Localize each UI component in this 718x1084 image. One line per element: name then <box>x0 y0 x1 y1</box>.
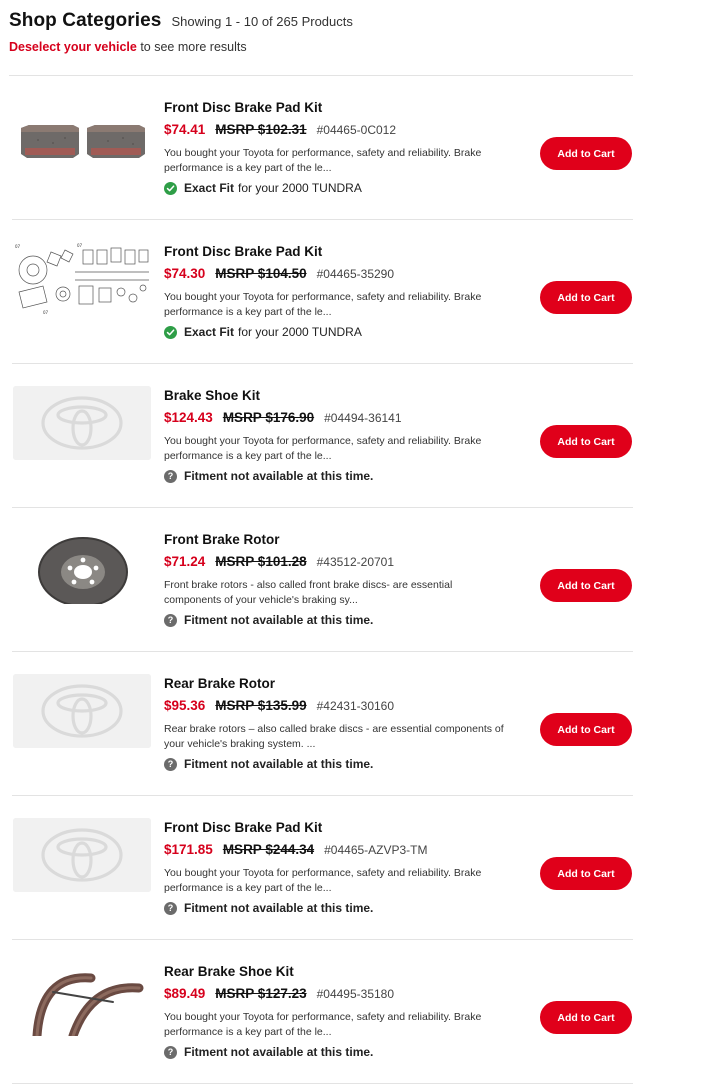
product-item <box>0 364 718 508</box>
results-header <box>9 10 633 54</box>
product-price: $124.43 <box>164 410 213 425</box>
product-name[interactable]: Rear Brake Shoe Kit <box>164 964 294 979</box>
fitment-status: Fitment not available at this time. <box>184 613 374 627</box>
price-row <box>164 698 524 713</box>
results-count: Showing 1 - 10 of 265 Products <box>171 14 353 29</box>
product-description: You bought your Toyota for performance, safety and reliability. Brake performance is a key part of the le... <box>164 147 482 174</box>
product-description: Rear brake rotors – also called brake discs - are essential components of your vehicle's braking system. ... <box>164 723 504 750</box>
product-description: You bought your Toyota for performance, safety and reliability. Brake performance is a key part of the le... <box>164 435 482 462</box>
fitment-row <box>164 181 524 195</box>
product-price: $171.85 <box>164 842 213 857</box>
product-info <box>164 532 524 627</box>
fitment-status: Fitment not available at this time. <box>184 901 374 915</box>
question-circle-icon: ? <box>164 902 177 915</box>
fitment-status: Exact Fit <box>184 181 235 195</box>
price-row <box>164 554 524 569</box>
product-info <box>164 820 524 915</box>
product-name[interactable]: Rear Brake Rotor <box>164 676 276 691</box>
product-image[interactable] <box>13 674 151 748</box>
product-item <box>0 220 718 364</box>
part-number: #43512-20701 <box>316 555 395 569</box>
price-row <box>164 122 524 137</box>
deselect-row <box>9 40 633 54</box>
fitment-row <box>164 1045 524 1059</box>
product-item <box>0 796 718 940</box>
product-name[interactable]: Front Disc Brake Pad Kit <box>164 820 323 835</box>
question-circle-icon: ? <box>164 470 177 483</box>
product-description: You bought your Toyota for performance, safety and reliability. Brake performance is a key part of the le... <box>164 867 482 894</box>
product-image[interactable] <box>13 98 151 172</box>
product-price: $74.30 <box>164 266 206 281</box>
product-item <box>0 940 718 1084</box>
price-row <box>164 410 524 425</box>
product-image[interactable] <box>13 530 151 604</box>
fitment-vehicle: for your 2000 TUNDRA <box>238 181 362 195</box>
product-image[interactable] <box>13 818 151 892</box>
toyota-logo-icon <box>13 818 151 892</box>
fitment-status: Exact Fit <box>184 325 235 339</box>
product-item <box>0 652 718 796</box>
fitment-row <box>164 757 524 771</box>
fitment-row <box>164 325 524 339</box>
question-circle-icon: ? <box>164 614 177 627</box>
part-number: #04465-35290 <box>316 267 395 281</box>
deselect-vehicle-link[interactable]: Deselect your vehicle <box>9 40 137 54</box>
product-msrp: MSRP $135.99 <box>215 698 307 713</box>
product-image[interactable] <box>13 242 151 316</box>
product-image[interactable] <box>13 962 151 1036</box>
brake-rotor-image <box>13 530 151 604</box>
product-info <box>164 964 524 1059</box>
fitment-row <box>164 613 524 627</box>
product-info <box>164 100 524 195</box>
check-circle-icon <box>164 326 177 339</box>
fitment-status: Fitment not available at this time. <box>184 1045 374 1059</box>
toyota-logo-icon <box>13 674 151 748</box>
product-item <box>0 508 718 652</box>
product-name[interactable]: Front Disc Brake Pad Kit <box>164 100 323 115</box>
price-row <box>164 266 524 281</box>
question-circle-icon: ? <box>164 1046 177 1059</box>
page-title: Shop Categories <box>9 10 162 31</box>
add-to-cart-button[interactable]: Add to Cart <box>540 569 632 602</box>
product-msrp: MSRP $101.28 <box>215 554 307 569</box>
part-number: #04495-35180 <box>316 987 395 1001</box>
check-circle-icon <box>164 182 177 195</box>
product-msrp: MSRP $102.31 <box>215 122 307 137</box>
brake-pads-image <box>13 98 151 172</box>
product-price: $71.24 <box>164 554 206 569</box>
deselect-suffix: to see more results <box>136 40 247 54</box>
product-list <box>0 76 718 1084</box>
svg-text:07: 07 <box>43 310 49 315</box>
fitment-status: Fitment not available at this time. <box>184 757 374 771</box>
add-to-cart-button[interactable]: Add to Cart <box>540 281 632 314</box>
product-info <box>164 676 524 771</box>
add-to-cart-button[interactable]: Add to Cart <box>540 425 632 458</box>
product-description: You bought your Toyota for performance, safety and reliability. Brake performance is a key part of the le... <box>164 291 482 318</box>
product-info <box>164 388 524 483</box>
add-to-cart-button[interactable]: Add to Cart <box>540 137 632 170</box>
fitment-row <box>164 901 524 915</box>
fitment-status: Fitment not available at this time. <box>184 469 374 483</box>
product-name[interactable]: Front Brake Rotor <box>164 532 280 547</box>
product-price: $74.41 <box>164 122 206 137</box>
toyota-logo-icon <box>13 386 151 460</box>
svg-text:07: 07 <box>77 243 83 248</box>
product-info <box>164 244 524 339</box>
product-description: Front brake rotors - also called front brake discs- are essential components of your vehicle's braking sy... <box>164 579 453 606</box>
product-name[interactable]: Brake Shoe Kit <box>164 388 261 403</box>
product-msrp: MSRP $244.34 <box>222 842 315 857</box>
product-description: You bought your Toyota for performance, safety and reliability. Brake performance is a key part of the le... <box>164 1011 482 1038</box>
part-number: #04494-36141 <box>324 411 402 425</box>
brake-shoes-image <box>13 962 151 1036</box>
product-image[interactable] <box>13 386 151 460</box>
fitment-row <box>164 469 524 483</box>
question-circle-icon: ? <box>164 758 177 771</box>
product-price: $95.36 <box>164 698 206 713</box>
title-row <box>9 10 633 32</box>
svg-text:07: 07 <box>15 244 21 249</box>
fitment-vehicle: for your 2000 TUNDRA <box>238 325 362 339</box>
product-item <box>0 76 718 220</box>
part-number: #04465-AZVP3-TM <box>324 843 428 857</box>
add-to-cart-button[interactable]: Add to Cart <box>540 713 632 746</box>
product-msrp: MSRP $127.23 <box>215 986 307 1001</box>
product-price: $89.49 <box>164 986 206 1001</box>
product-msrp: MSRP $104.50 <box>215 266 307 281</box>
add-to-cart-button[interactable]: Add to Cart <box>540 1001 632 1034</box>
part-number: #04465-0C012 <box>316 123 397 137</box>
parts-diagram-image <box>13 242 151 316</box>
part-number: #42431-30160 <box>316 699 395 713</box>
product-name[interactable]: Front Disc Brake Pad Kit <box>164 244 323 259</box>
product-msrp: MSRP $176.90 <box>222 410 315 425</box>
add-to-cart-button[interactable]: Add to Cart <box>540 857 632 890</box>
price-row <box>164 842 524 857</box>
price-row <box>164 986 524 1001</box>
